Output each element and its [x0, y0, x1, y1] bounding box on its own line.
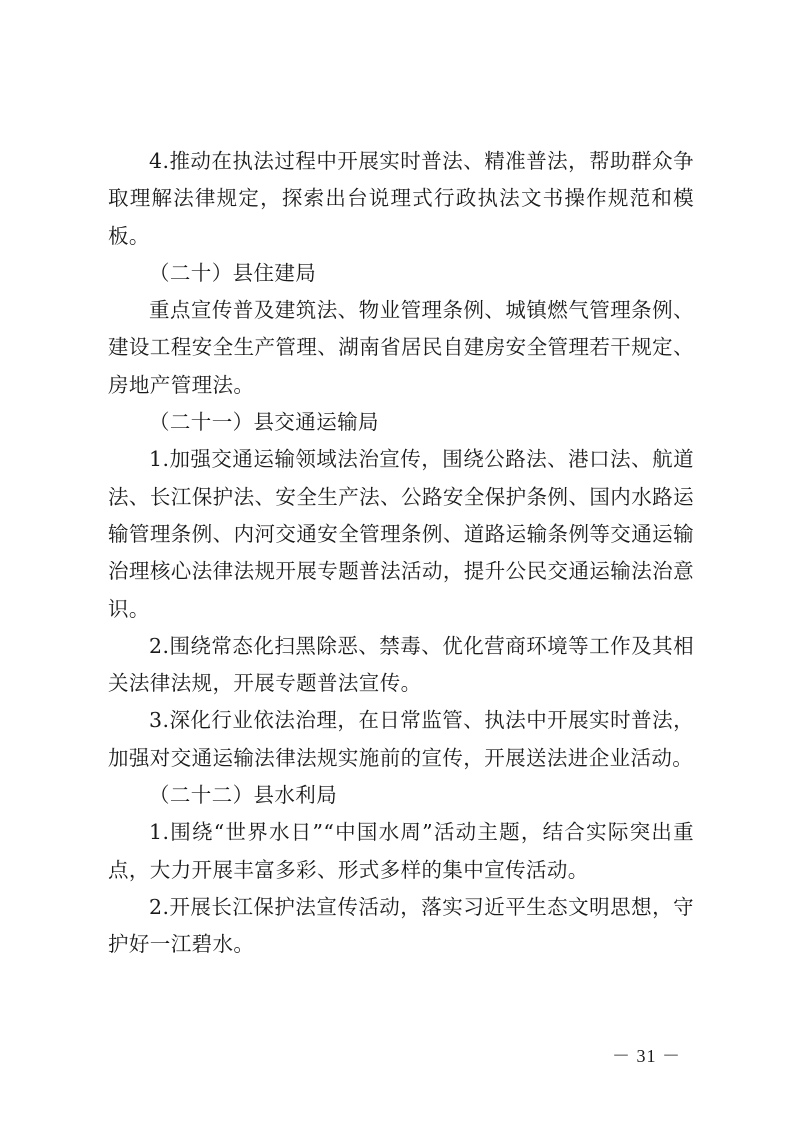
paragraph: 2.围绕常态化扫黑除恶、禁毒、优化营商环境等工作及其相关法律法规，开展专题普法宣传。	[108, 633, 694, 696]
section-heading: （二十一）县交通运输局	[149, 410, 379, 435]
paragraph: 1.围绕“世界水日”“中国水周”活动主题，结合实际突出重点，大力开展丰富多彩、形式多样的集中宣传活动。	[108, 820, 694, 882]
paragraph: 1.加强交通运输领域法治宣传，围绕公路法、港口法、航道法、长江保护法、安全生产法、公路安全保护条例、国内水路运输管理条例、内河交通安全管理条例、道路运输条例等交通运输治理核心法律法规开展专题普法活动，提升公民交通运输法治意识。	[108, 447, 694, 621]
paragraph: 重点宣传普及建筑法、物业管理条例、城镇燃气管理条例、建设工程安全生产管理、湖南省居民自建房安全管理若干规定、房地产管理法。	[108, 298, 694, 397]
page-number: － 31 －	[612, 1046, 681, 1066]
section-heading: （二十二）县水利局	[149, 783, 338, 808]
document-body	[108, 143, 694, 964]
paragraph: 3.深化行业依法治理，在日常监管、执法中开展实时普法，加强对交通运输法律法规实施前的宣传，开展送法进企业活动。	[108, 708, 694, 770]
paragraph: 2.开展长江保护法宣传活动，落实习近平生态文明思想，守护好一江碧水。	[108, 894, 694, 957]
section-heading: （二十）县住建局	[149, 260, 317, 285]
paragraph: 4.推动在执法过程中开展实时普法、精准普法，帮助群众争取理解法律规定，探索出台说理式行政执法文书操作规范和模板。	[108, 149, 694, 248]
